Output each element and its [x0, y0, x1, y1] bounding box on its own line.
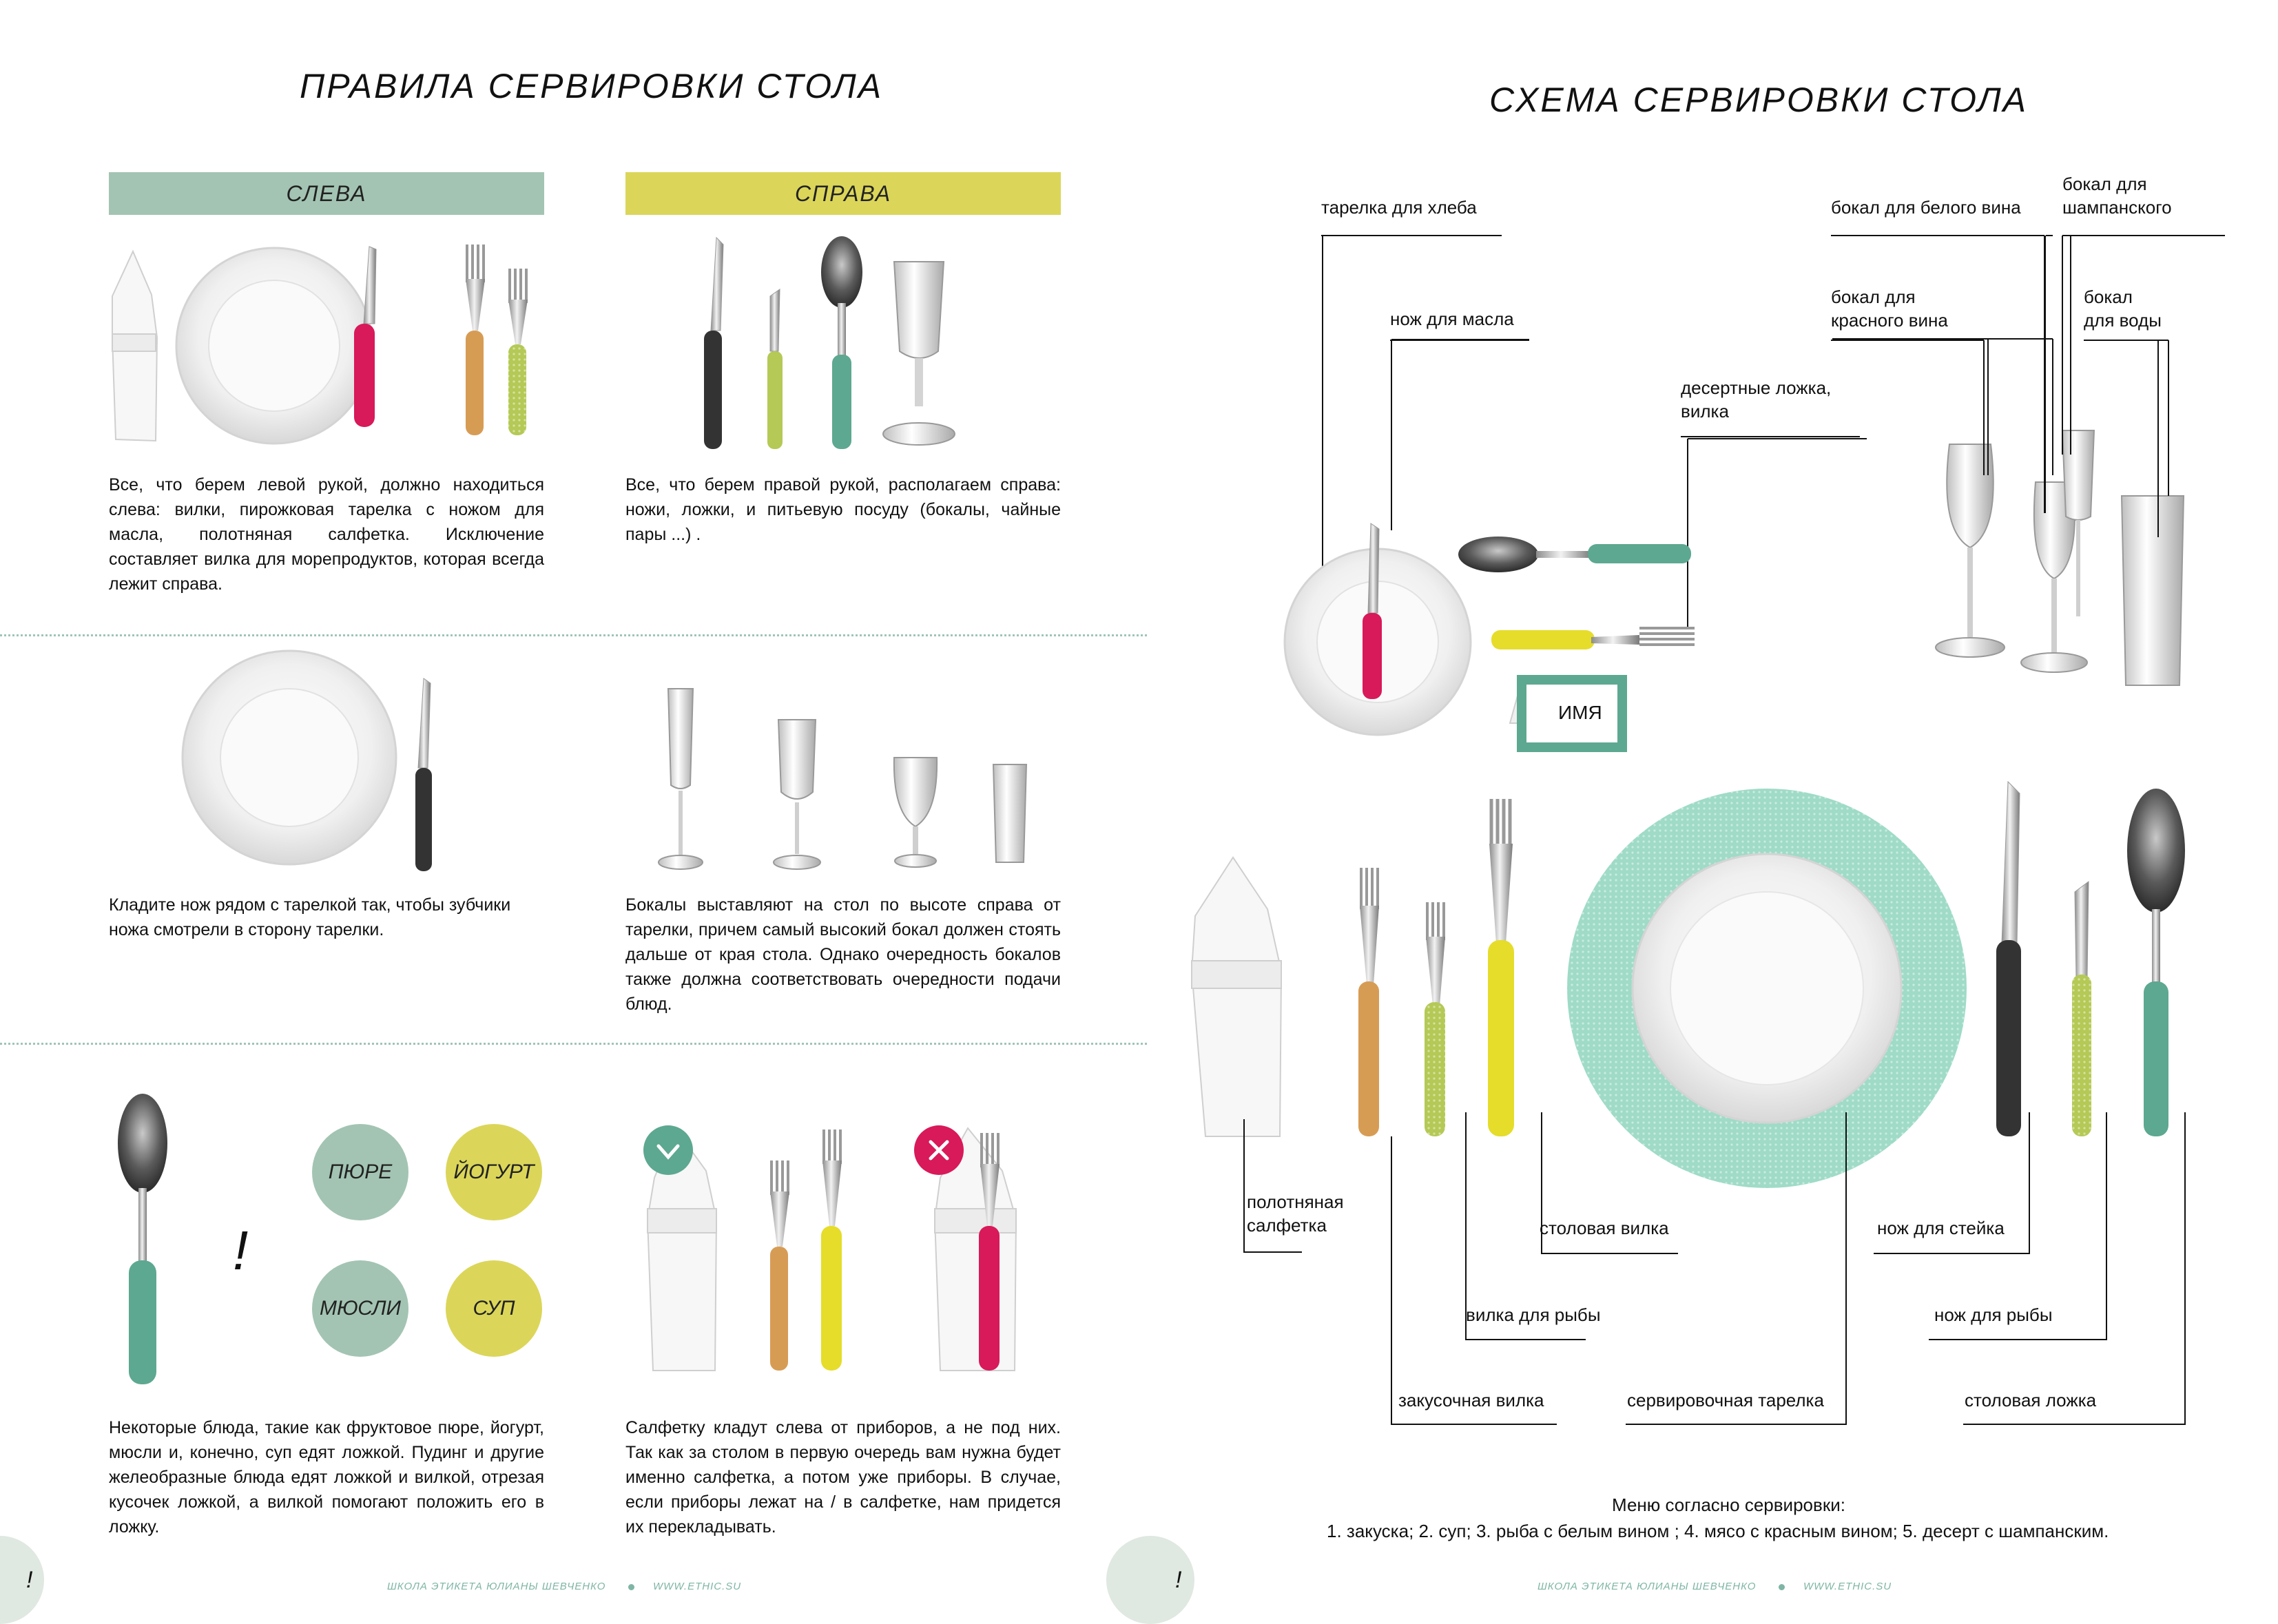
label-fish-fork: вилка для рыбы [1466, 1304, 1601, 1325]
corner-mark-left: ! [26, 1567, 33, 1593]
label-dessert-spoon-1: десертные ложка, [1681, 377, 1832, 398]
page-title-right: СХЕМА СЕРВИРОВКИ СТОЛА [1489, 81, 2028, 119]
menu-title: Меню согласно сервировки: [1612, 1495, 1845, 1515]
label-fish-knife: нож для рыбы [1934, 1304, 2053, 1325]
label-napkin-1: полотняная [1247, 1191, 1344, 1212]
circle-soup: СУП [446, 1260, 542, 1357]
exclamation-mark: ! [233, 1220, 249, 1281]
footer-school-right: ШКОЛА ЭТИКЕТА ЮЛИАНЫ ШЕВЧЕНКО [1537, 1581, 1757, 1592]
paragraph-right-3: Салфетку кладут слева от приборов, а не под них. Так как за столом в первую очередь вам нужна будет именно салфетка, а потом уже приборы. В случае, если приборы лежат на / в салфетке, нам придется их перекладывать. [625, 1418, 1061, 1537]
label-water-2: для воды [2084, 310, 2162, 331]
label-champagne-1: бокал для [2062, 174, 2147, 194]
label-water-1: бокал [2084, 287, 2133, 307]
footer-site-right[interactable]: WWW.ETHIC.SU [1803, 1581, 1892, 1592]
label-table-spoon: столовая ложка [1965, 1390, 2097, 1410]
band-left: СЛЕВА [109, 172, 544, 215]
paragraph-left-1: Все, что берем левой рукой, должно находиться слева: вилки, пирожковая тарелка с ножом для масла, полотняная салфетка. Исключение составляет вилка для морепродуктов, которая всегда лежит справа. [109, 475, 544, 594]
band-right: СПРАВА [625, 172, 1061, 215]
label-bread-plate: тарелка для хлеба [1321, 197, 1477, 218]
label-butter-knife: нож для масла [1390, 309, 1514, 329]
circle-yogurt: ЙОГУРТ [446, 1124, 542, 1220]
place-card-text: ИМЯ [1558, 702, 1602, 723]
page-title-left: ПРАВИЛА СЕРВИРОВКИ СТОЛА [300, 67, 884, 105]
label-red-wine-2: красного вина [1831, 310, 1948, 331]
footer-dot-right [1779, 1584, 1785, 1590]
label-service-plate: сервировочная тарелка [1627, 1390, 1824, 1410]
paragraph-right-1: Все, что берем правой рукой, располагаем справа: ножи, ложки, и питьевую посуду (бокалы, чайные пары ...) . [625, 475, 1061, 544]
label-napkin-2: салфетка [1247, 1215, 1327, 1236]
label-dinner-fork: столовая вилка [1540, 1218, 1669, 1238]
menu-items: 1. закуска; 2. суп; 3. рыба с белым вином ; 4. мясо с красным вином; 5. десерт с шампанским. [1327, 1521, 2109, 1541]
corner-mark-right: ! [1175, 1567, 1182, 1593]
paragraph-right-2: Бокалы выставляют на стол по высоте справа от тарелки, причем самый высокий бокал должен стоять дальше от края стола. Однако очередность бокалов также должна соответствовать очередности подачи блюд. [625, 895, 1061, 1014]
footer-site-left[interactable]: WWW.ETHIC.SU [653, 1581, 742, 1592]
label-steak-knife: нож для стейка [1877, 1218, 2005, 1238]
footer-school-left: ШКОЛА ЭТИКЕТА ЮЛИАНЫ ШЕВЧЕНКО [387, 1581, 606, 1592]
label-dessert-spoon-2: вилка [1681, 401, 1729, 421]
circle-muesli: МЮСЛИ [312, 1260, 408, 1357]
label-champagne-2: шампанского [2062, 197, 2172, 218]
paragraph-left-2: Кладите нож рядом с тарелкой так, чтобы зубчики ножа смотрели в сторону тарелки. [109, 895, 511, 939]
label-white-wine: бокал для белого вина [1831, 197, 2021, 218]
label-red-wine-1: бокал для [1831, 287, 1916, 307]
circle-puree: ПЮРЕ [312, 1124, 408, 1220]
paragraph-left-3: Некоторые блюда, такие как фруктовое пюре, йогурт, мюсли и, конечно, суп едят ложкой. Пудинг и другие желеобразные блюда едят ложкой и вилкой, отрезая кусочек ложкой, а вилкой помогают положить его в ложку. [109, 1418, 544, 1537]
label-appetizer-fork: закусочная вилка [1398, 1390, 1544, 1410]
